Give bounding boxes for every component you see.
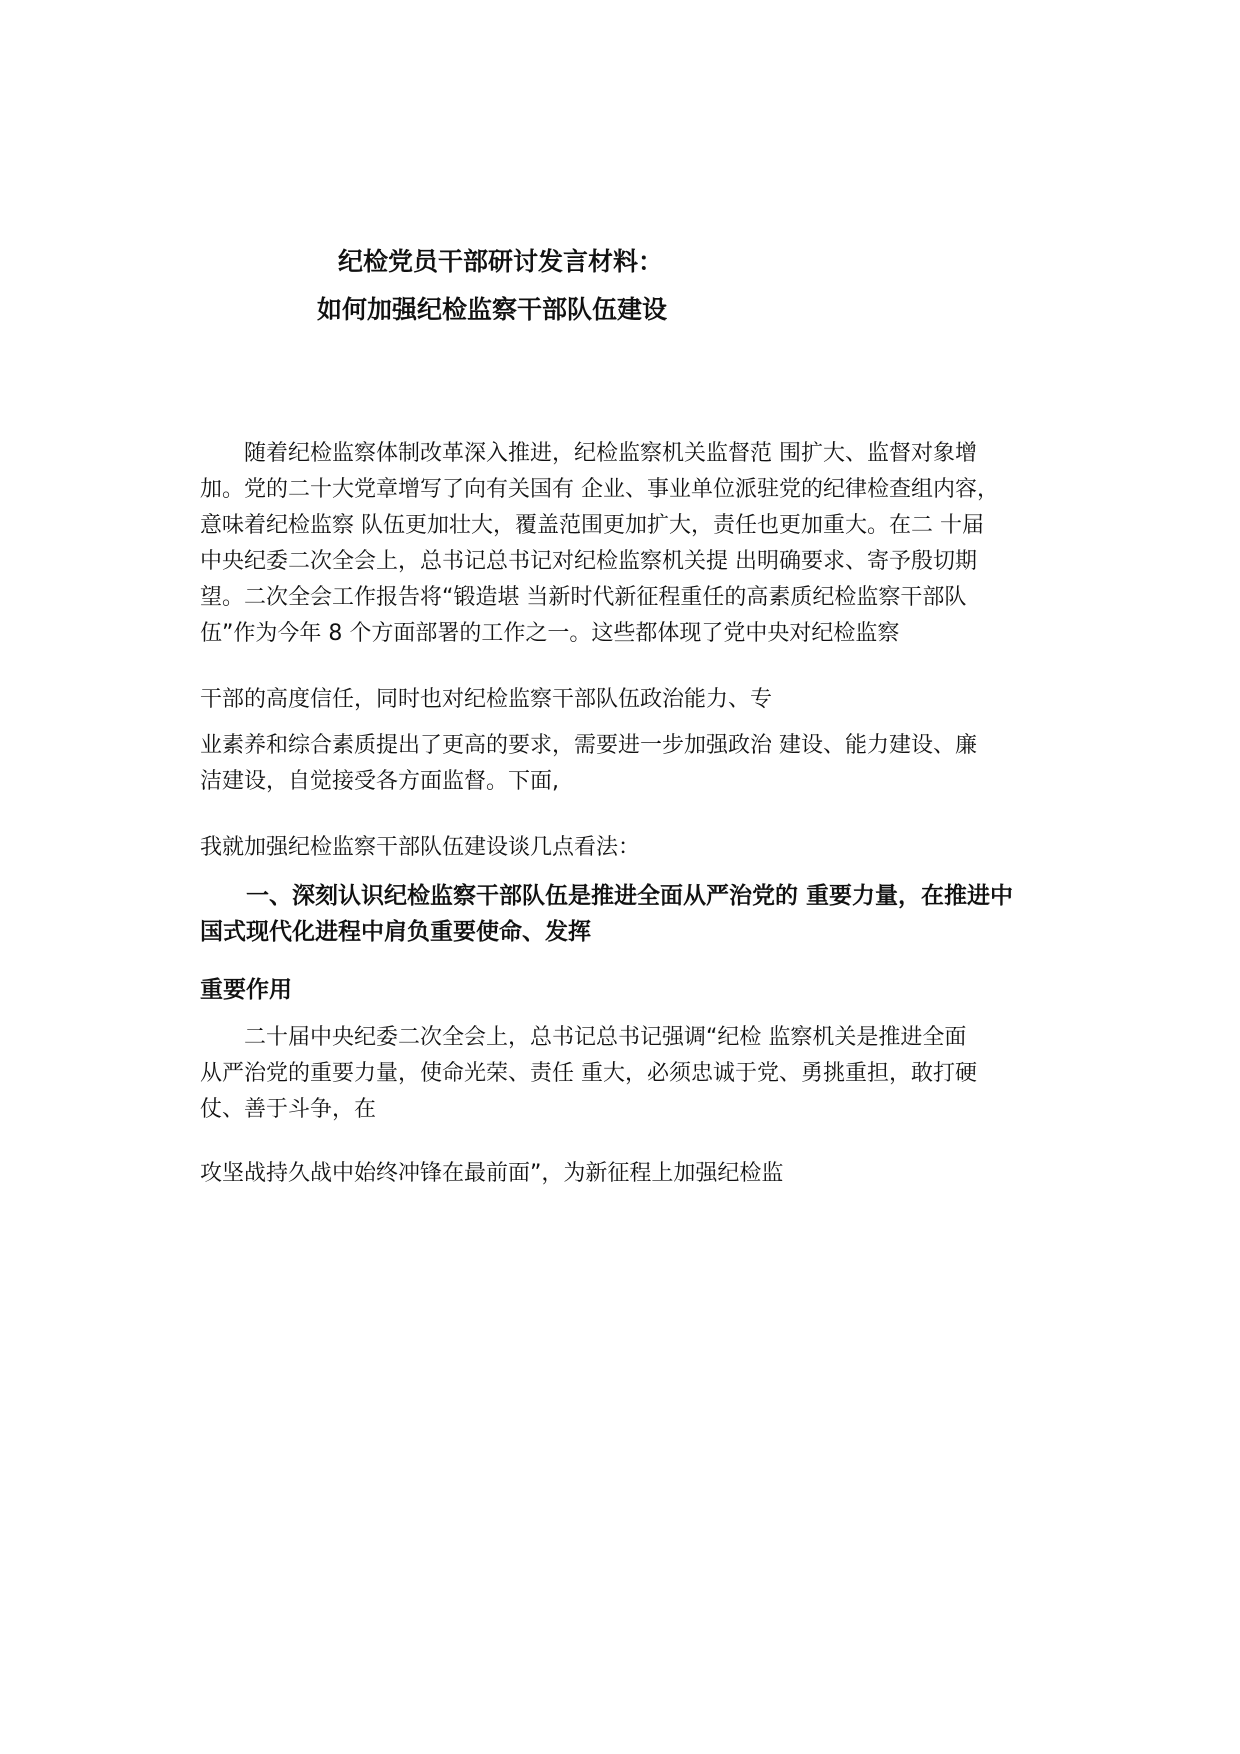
text-line: 望。二次全会工作报告将“锻造堪 当新时代新征程重任的高素质纪检监察干部队 (200, 585, 967, 610)
paragraph-4 (200, 830, 1080, 866)
heading-line: 一、深刻认识纪检监察干部队伍是推进全面从严治党的 重要力量，在推进中 (200, 883, 1014, 909)
paragraph-2 (200, 682, 1080, 718)
paragraph-3 (200, 728, 1080, 800)
text-line: 意味着纪检监察 队伍更加壮大，覆盖范围更加扩大，责任也更加重大。在二 十届 (200, 513, 984, 538)
section-heading-1-cont (200, 972, 1080, 1008)
text-line: 我就加强纪检监察干部队伍建设谈几点看法： (200, 835, 641, 860)
text-line: 业素养和综合素质提出了更高的要求，需要进一步加强政治 建设、能力建设、廉 (200, 733, 977, 758)
text-line: 从严治党的重要力量，使命光荣、责任 重大，必须忠诚于党、勇挑重担，敢打硬 (200, 1061, 977, 1086)
document-title-line2: 如何加强纪检监察干部队伍建设 (317, 295, 668, 324)
text-line: 二十届中央纪委二次全会上，总书记总书记强调“纪检 监察机关是推进全面 (200, 1025, 967, 1050)
paragraph-1 (200, 436, 1080, 652)
paragraph-6 (200, 1156, 1080, 1192)
heading-line: 重要作用 (200, 977, 292, 1003)
text-line: 攻坚战持久战中始终冲锋在最前面”，为新征程上加强纪检监 (200, 1161, 784, 1186)
document-title-line1: 纪检党员干部研讨发言材料： (338, 247, 664, 276)
text-line: 伍”作为今年 8 个方面部署的工作之一。这些都体现了党中央对纪检监察 (200, 621, 900, 646)
text-line: 加。党的二十大党章增写了向有关国有 企业、事业单位派驻党的纪律检查组内容， (200, 477, 999, 502)
heading-line: 国式现代化进程中肩负重要使命、发挥 (200, 919, 591, 945)
text-line: 洁建设，自觉接受各方面监督。下面, (200, 769, 559, 794)
text-line: 干部的高度信任，同时也对纪检监察干部队伍政治能力、专 (200, 687, 773, 712)
text-line: 仗、善于斗争，在 (200, 1097, 377, 1122)
section-heading-1 (200, 878, 1080, 950)
text-line: 中央纪委二次全会上，总书记总书记对纪检监察机关提 出明确要求、寄予殷切期 (200, 549, 977, 574)
paragraph-5 (200, 1020, 1080, 1128)
text-line: 随着纪检监察体制改革深入推进，纪检监察机关监督范 围扩大、监督对象增 (200, 441, 977, 466)
